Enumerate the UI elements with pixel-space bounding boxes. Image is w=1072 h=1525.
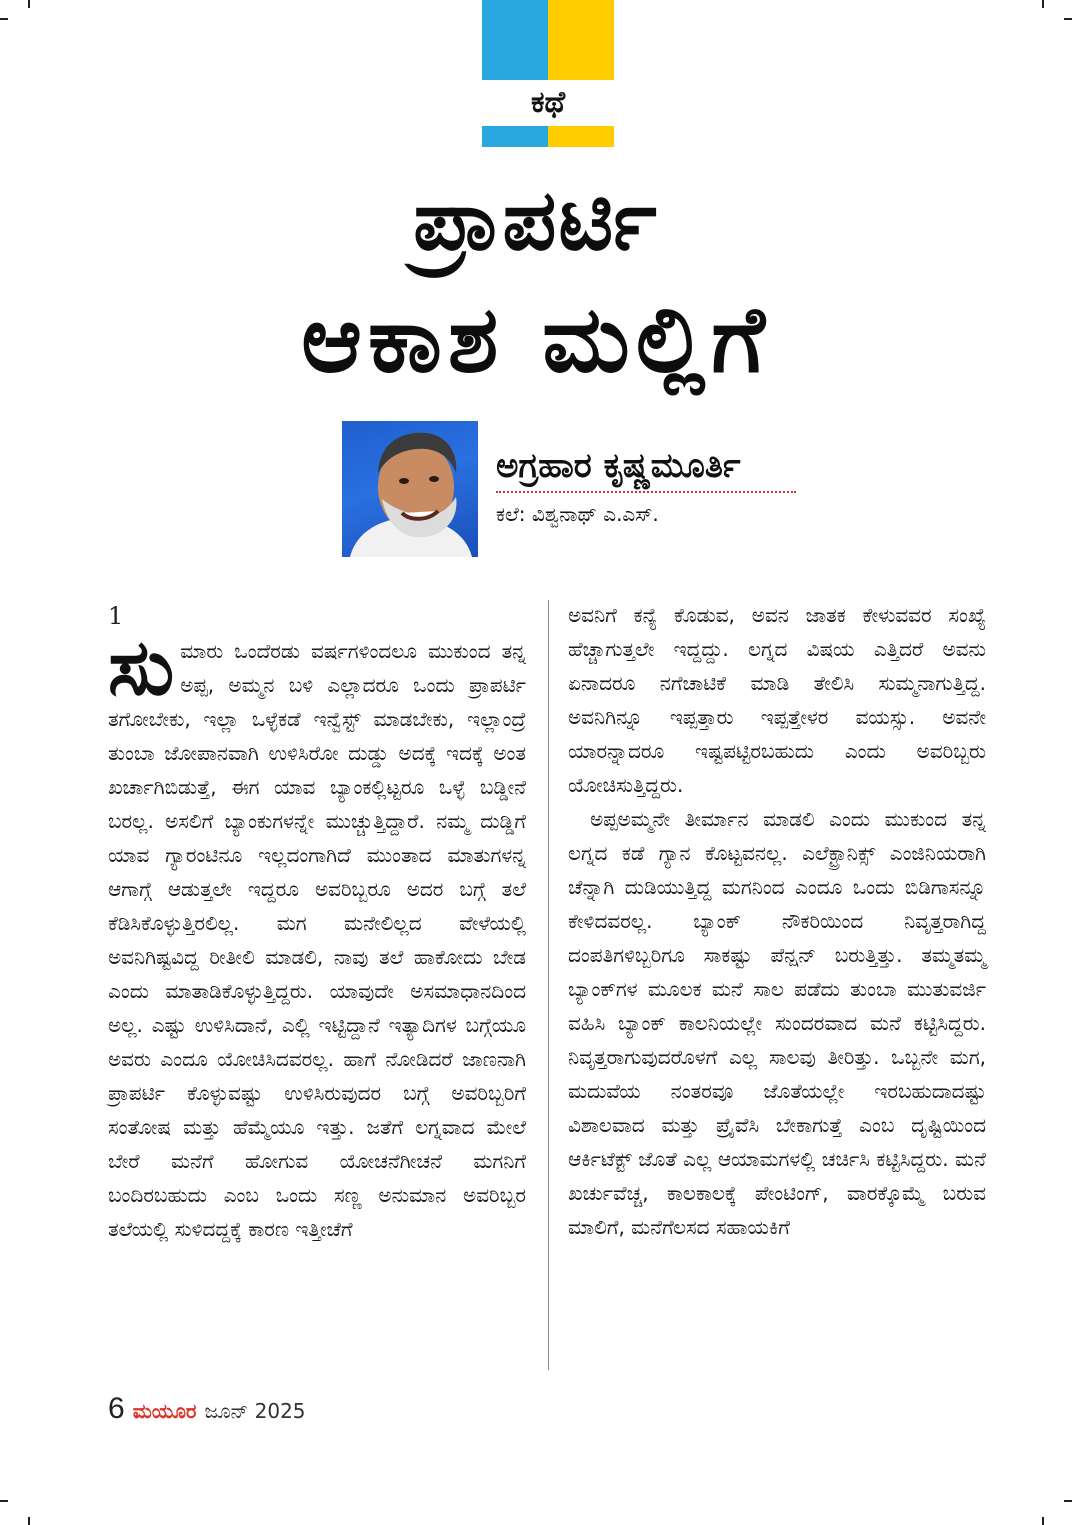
article-paragraph <box>108 623 526 1246</box>
illustration-credit: ಕಲೆ: ವಿಶ್ವನಾಥ್ ಎ.ಎಸ್. <box>496 502 659 526</box>
crop-mark <box>1064 1500 1072 1502</box>
article-paragraph: ಅಪ್ಪಅಮ್ಮನೇ ತೀರ್ಮಾನ ಮಾಡಲಿ ಎಂದು ಮುಕುಂದ ತನ್ನ ಲಗ್ನದ ಕಡೆ ಗ್ಯಾನ ಕೊಟ್ಟವನಲ್ಲ. ಎಲೆಕ್ಟ್ರಾನಿಕ್ಸ್ ಎಂಜಿನಿಯರಾಗಿ ಚೆನ್ನಾಗಿ ದುಡಿಯುತ್ತಿದ್ದ ಮಗನಿಂದ ಎಂದೂ ಒಂದು ಬಿಡಿಗಾಸನ್ನೂ ಕೇಳಿದವರಲ್ಲ. ಬ್ಯಾಂಕ್ ನೌಕರಿಯಿಂದ ನಿವೃತ್ತರಾಗಿದ್ದ ದಂಪತಿಗಳಿಬ್ಬರಿಗೂ ಸಾಕಷ್ಟು ಪೆನ್ಷನ್ ಬರುತ್ತಿತ್ತು. ತಮ್ಮತಮ್ಮ ಬ್ಯಾಂಕ್‌ಗಳ ಮೂಲಕ ಮನೆ ಸಾಲ ಪಡೆದು ತುಂಬಾ ಮುತುವರ್ಜಿ ವಹಿಸಿ ಬ್ಯಾಂಕ್ ಕಾಲನಿಯಲ್ಲೇ ಸುಂದರವಾದ ಮನೆ ಕಟ್ಟಿಸಿದ್ದರು. ನಿವೃತ್ತರಾಗುವುದರೊಳಗೆ ಎಲ್ಲ ಸಾಲವು ತೀರಿತ್ತು. ಒಬ್ಬನೇ ಮಗ, ಮದುವೆಯ ನಂತರವೂ ಜೊತೆಯಲ್ಲೇ ಇರಬಹುದಾದಷ್ಟು ವಿಶಾಲವಾದ ಮತ್ತು ಪ್ರೈವೆಸಿ ಬೇಕಾಗುತ್ತೆ ಎಂಬ ದೃಷ್ಟಿಯಿಂದ ಆರ್ಕಿಟೆಕ್ಟ್ ಜೊತೆ ಎಲ್ಲ ಆಯಾಮಗಳಲ್ಲಿ ಚರ್ಚಿಸಿ ಕಟ್ಟಿಸಿದ್ದರು. ಮನೆ ಖರ್ಚುವೆಚ್ಚ, ಕಾಲಕಾಲಕ್ಕೆ ಪೇಂಟಿಂಗ್, ವಾರಕ್ಕೊಮ್ಮೆ ಬರುವ ಮಾಲಿಗೆ, ಮನೆಗೆಲಸದ ಸಹಾಯಕಿಗೆ <box>568 807 986 1239</box>
crop-mark <box>28 0 30 8</box>
paragraph-text: ಮಾರು ಒಂದೆರಡು ವರ್ಷಗಳಿಂದಲೂ ಮುಕುಂದ ತನ್ನ ಅಪ್ಪ, ಅಮ್ಮನ ಬಳಿ ಎಲ್ಲಾದರೂ ಒಂದು ಪ್ರಾಪರ್ಟಿ ತಗೋಬೇಕು, ಇಲ್ಲಾ ಒಳ್ಳೆಕಡೆ ಇನ್ವೆಸ್ಟ್ ಮಾಡಬೇಕು, ಇಲ್ಲಾಂದ್ರೆ ತುಂಬಾ ಜೋಪಾನವಾಗಿ ಉಳಿಸಿರೋ ದುಡ್ಡು ಅದಕ್ಕೆ ಇದಕ್ಕೆ ಅಂತ ಖರ್ಚಾಗಿಬಿಡುತ್ತೆ, ಈಗ ಯಾವ ಬ್ಯಾಂಕಲ್ಲಿಟ್ಟರೂ ಒಳ್ಳೆ ಬಡ್ಡೀನೆ ಬರಲ್ಲ. ಅಸಲಿಗೆ ಬ್ಯಾಂಕುಗಳನ್ನೇ ಮುಚ್ಚುತ್ತಿದ್ದಾರೆ. ನಮ್ಮ ದುಡ್ಡಿಗೆ ಯಾವ ಗ್ಯಾರಂಟಿನೂ ಇಲ್ಲದಂಗಾಗಿದೆ ಮುಂತಾದ ಮಾತುಗಳನ್ನ ಆಗಾಗ್ಗೆ ಆಡುತ್ತಲೇ ಇದ್ದರೂ ಅವರಿಬ್ಬರೂ ಅದರ ಬಗ್ಗೆ ತಲೆ ಕೆಡಿಸಿಕೊಳ್ಳುತ್ತಿರಲಿಲ್ಲ. ಮಗ ಮನೇಲಿಲ್ಲದ ವೇಳೆಯಲ್ಲಿ ಅವನಿಗಿಷ್ಟವಿದ್ದ ರೀತೀಲಿ ಮಾಡಲಿ, ನಾವು ತಲೆ ಹಾಕೋದು ಬೇಡ ಎಂದು ಮಾತಾಡಿಕೊಳ್ಳುತ್ತಿದ್ದರು. ಯಾವುದೇ ಅಸಮಾಧಾನದಿಂದ ಅಲ್ಲ. ಎಷ್ಟು ಉಳಿಸಿದಾನೆ, ಎಲ್ಲಿ ಇಟ್ಟಿದ್ದಾನೆ ಇತ್ಯಾದಿಗಳ ಬಗ್ಗೆಯೂ ಅವರು ಎಂದೂ ಯೋಚಿಸಿದವರಲ್ಲ. ಹಾಗೆ ನೋಡಿದರೆ ಜಾಣನಾಗಿ ಪ್ರಾಪರ್ಟಿ ಕೊಳ್ಳುವಷ್ಟು ಉಳಿಸಿರುವುದರ ಬಗ್ಗೆ ಅವರಿಬ್ಬರಿಗೆ ಸಂತೋಷ ಮತ್ತು ಹೆಮ್ಮೆಯೂ ಇತ್ತು. ಜತೆಗೆ ಲಗ್ನವಾದ ಮೇಲೆ ಬೇರೆ ಮನೆಗೆ ಹೋಗುವ ಯೋಚನೆಗೀಚನೆ ಮಗನಿಗೆ ಬಂದಿರಬಹುದು ಎಂಬ ಒಂದು ಸಣ್ಣ ಅನುಮಾನ ಅವರಿಬ್ಬರ ತಲೆಯಲ್ಲಿ ಸುಳಿದದ್ದಕ್ಕೆ ಕಾರಣ ಇತ್ತೀಚೆಗೆ <box>108 639 526 1241</box>
page-footer <box>108 1392 306 1428</box>
author-divider <box>496 491 796 493</box>
magazine-name: ಮಯೂರ <box>132 1399 197 1423</box>
crop-mark <box>0 18 8 20</box>
badge-blue-block <box>482 126 548 147</box>
crop-mark <box>0 1500 8 1502</box>
headline-line-1: ಪ್ರಾಪರ್ಟಿ <box>413 171 659 269</box>
article-column-left <box>108 598 526 1246</box>
badge-yellow-block <box>548 126 614 147</box>
badge-yellow-block <box>548 0 614 80</box>
issue-date: ಜೂನ್ 2025 <box>204 1399 306 1423</box>
section-badge-top <box>482 0 614 80</box>
crop-mark <box>1064 18 1072 20</box>
column-divider <box>548 600 549 1370</box>
article-column-right <box>568 598 986 1244</box>
section-label: ಕಥೆ <box>530 85 566 120</box>
section-badge-bottom <box>482 126 614 147</box>
crop-mark <box>1042 0 1044 8</box>
chapter-number: 1 <box>108 602 124 630</box>
author-photo <box>342 421 478 557</box>
author-portrait-image <box>342 421 478 557</box>
crop-mark <box>28 1517 30 1525</box>
headline-line-2: ಆಕಾಶ ಮಲ್ಲಿಗೆ <box>301 286 771 393</box>
author-name: ಅಗ್ರಹಾರ ಕೃಷ್ಣಮೂರ್ತಿ <box>496 446 741 486</box>
page-number: 6 <box>108 1392 125 1425</box>
article-paragraph: ಅವನಿಗೆ ಕನ್ಯೆ ಕೊಡುವ, ಅವನ ಜಾತಕ ಕೇಳುವವರ ಸಂಖ್ಯೆ ಹೆಚ್ಚಾಗುತ್ತಲೇ ಇದ್ದದ್ದು. ಲಗ್ನದ ವಿಷಯ ಎತ್ತಿದರೆ ಅವನು ಏನಾದರೂ ನಗೆಚಾಟಿಕೆ ಮಾಡಿ ತೇಲಿಸಿ ಸುಮ್ಮನಾಗುತ್ತಿದ್ದ. ಅವನಿಗಿನ್ನೂ ಇಪ್ಪತ್ತಾರು ಇಪ್ಪತ್ತೇಳರ ವಯಸ್ಸು. ಅವನೇ ಯಾರನ್ನಾದರೂ ಇಷ್ಟಪಟ್ಟಿರಬಹುದು ಎಂದು ಅವರಿಬ್ಬರು ಯೋಚಿಸುತ್ತಿದ್ದರು. <box>568 603 986 797</box>
badge-blue-block <box>482 0 548 80</box>
crop-mark <box>1042 1517 1044 1525</box>
drop-cap: ಸು <box>108 623 175 713</box>
